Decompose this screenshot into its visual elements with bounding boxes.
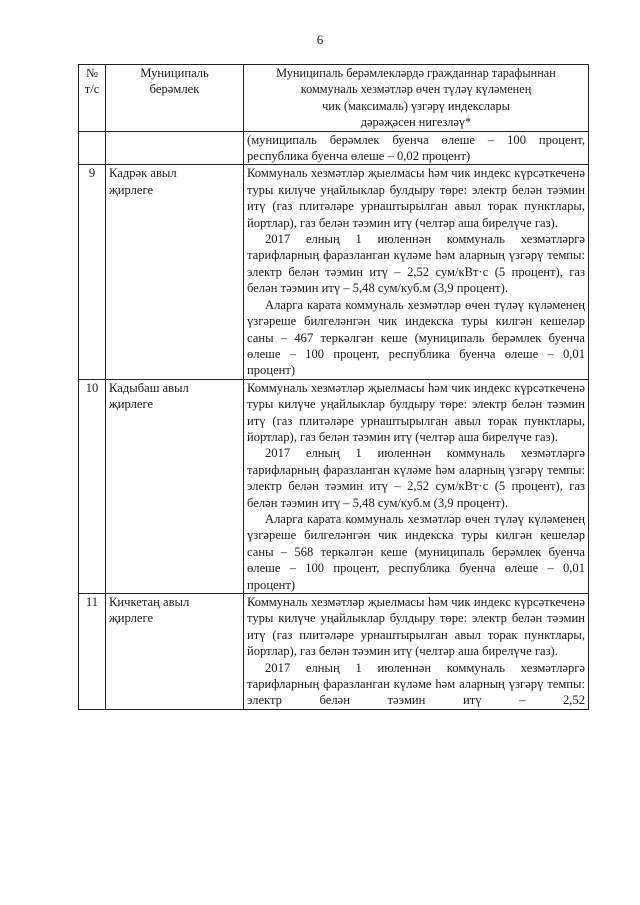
header-municipality-line2: берәмлек — [149, 82, 200, 97]
tariff-paragraph: 2017 елның 1 июленнән коммуналь хезмәтләргә тарифларның фаразланган күләме һәм аларның үзгәрү темпы: электр белән тәэмин итү – 2,52 сум/кВт·с (5 процент), газ белән тәэмин итү – 5,48 сум/куб.м (3,9 процент). — [247, 446, 585, 510]
header-index-line1: Муниципаль берәмлекләрдә гражданнар тарафыннан — [276, 66, 556, 80]
header-num-line2: т/с — [84, 82, 100, 97]
index-justification — [244, 594, 589, 710]
amenity-type-paragraph: Коммуналь хезмәтләр җыелмасы һәм чик индекс күрсәткеченә туры килүче уңайлыклар булдыру төре: электр белән тәэмин итү (газ плитәләре урнаштырылган авыл торак пунктлары, йортлар), газ белән тәэмин итү (челтәр аша бирелүче газ). — [247, 380, 585, 444]
municipality-name-line2: җирлеге — [109, 397, 154, 412]
index-justification — [244, 165, 589, 379]
header-municipality-cell — [106, 65, 244, 132]
header-index-line3: чик (максималь) үзгәрү индекслары — [322, 98, 510, 113]
tariff-index-table — [78, 64, 589, 710]
municipality-name — [106, 594, 244, 710]
row-number: 9 — [79, 165, 106, 379]
municipality-name-line2: җирлеге — [109, 611, 154, 626]
amenity-type-paragraph: Коммуналь хезмәтләр җыелмасы һәм чик индекс күрсәткеченә туры килүче уңайлыклар булдыру төре: электр белән тәэмин итү (газ плитәләре урнаштырылган авыл торак пунктлары, йортлар), газ белән тәэмин итү (челтәр аша бирелүче газ). — [247, 595, 585, 659]
header-num-cell — [79, 65, 106, 132]
amenity-type-paragraph: Коммуналь хезмәтләр җыелмасы һәм чик индекс күрсәткеченә туры килүче уңайлыклар булдыру төре: электр белән тәэмин итү (газ плитәләре урнаштырылган авыл торак пунктлары, йортлар), газ белән тәэмин итү (челтәр аша бирелүче газ). — [247, 166, 585, 230]
continuation-text: (муниципаль берәмлек буенча өлеше – 100 процент, республика буенча өлеше – 0,02 процент) — [244, 131, 589, 165]
table-row — [79, 165, 589, 379]
municipality-name — [106, 379, 244, 593]
municipality-name-line1: Кичкетаң авыл — [109, 595, 190, 609]
municipality-name-line1: Кадрәк авыл — [109, 166, 177, 181]
table-header-row — [79, 65, 589, 132]
table-row — [79, 594, 589, 710]
population-paragraph: Аларга карата коммуналь хезмәтләр өчен түләү күләменең үзгәреше билгеләнгән чик индекска туры килгән кешеләр саны – 467 теркәлгән кеше (муниципаль берәмлек буенча өлеше – 100 процент, республика буенча өлеше – 0,01 процент) — [247, 297, 585, 378]
header-index-cell — [244, 65, 589, 132]
header-num-line1: № — [85, 66, 99, 80]
page-number: 6 — [316, 32, 324, 47]
table-row-continuation — [79, 131, 589, 165]
tariff-paragraph: 2017 елның 1 июленнән коммуналь хезмәтләргә тарифларның фаразланган күләме һәм аларның үзгәрү темпы: электр белән тәэмин итү – 2,52 — [247, 660, 585, 708]
municipality-name — [106, 165, 244, 379]
municipality-name-line1: Кадыбаш авыл — [109, 380, 189, 395]
header-index-line4: дәрәҗәсен нигезләү* — [360, 115, 472, 130]
row-number: 11 — [79, 594, 106, 710]
population-paragraph: Аларга карата коммуналь хезмәтләр өчен түләү күләменең үзгәреше билгеләнгән чик индекска туры килгән кешеләр саны – 568 теркәлгән кеше (муниципаль берәмлек буенча өлеше – 100 процент, республика буенча өлеше – 0,01 процент) — [247, 511, 585, 592]
header-index-line2: коммуналь хезмәтләр өчен түләү күләменең — [300, 82, 532, 97]
row-number: 10 — [79, 379, 106, 593]
table-row — [79, 379, 589, 593]
tariff-paragraph: 2017 елның 1 июленнән коммуналь хезмәтләргә тарифларның фаразланган күләме һәм аларның үзгәрү темпы: электр белән тәэмин итү – 2,52 сум/кВт·с (5 процент), газ белән тәэмин итү – 5,48 сум/куб.м (3,9 процент). — [247, 232, 585, 296]
header-municipality-line1: Муниципаль — [140, 66, 209, 80]
index-justification — [244, 379, 589, 593]
municipality-name-line2: җирлеге — [109, 182, 154, 197]
